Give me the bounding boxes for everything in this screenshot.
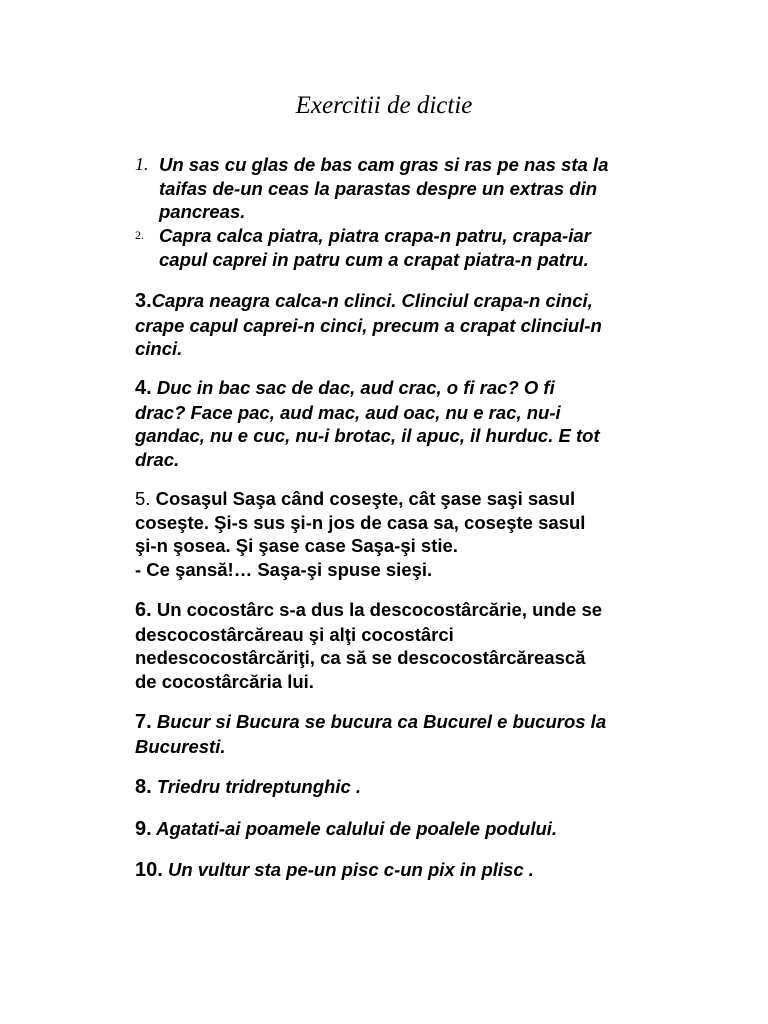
text-line: de cocostârcăria lui. — [135, 670, 314, 692]
text-line: Agatati-ai poamele calului de poalele podului. — [151, 818, 558, 839]
text-line: Bucuresti. — [135, 735, 226, 757]
paragraph-number-10: 10. — [135, 859, 163, 881]
text-line: Triedru tridreptunghic . — [151, 776, 362, 797]
list-text-1 — [159, 153, 675, 224]
list-item-1 — [135, 153, 675, 224]
paragraph-3 — [135, 289, 665, 361]
paragraph-9 — [135, 817, 665, 842]
paragraph-5 — [135, 487, 665, 581]
text-line: drac? Face pac, aud mac, aud oac, nu e rac, nu-i — [135, 401, 561, 423]
text-line: Capra calca piatra, piatra crapa-n patru, crapa-iar — [159, 225, 591, 246]
text-line: Duc in bac sac de dac, aud crac, o fi rac? O fi — [151, 377, 555, 398]
text-line: cinci. — [135, 338, 183, 359]
paragraph-number-4: 4. — [135, 377, 152, 399]
paragraph-4 — [135, 376, 665, 471]
paragraph-10 — [135, 858, 665, 883]
text-line: Capra neagra calca-n clinci. Clinciul crapa-n cinci, — [151, 290, 593, 311]
list-item-2 — [135, 224, 675, 271]
text-line: Un vultur sta pe-un pisc c-un pix in plisc . — [162, 859, 534, 880]
paragraph-number-5: 5. — [135, 488, 151, 509]
text-line: şi-n şosea. Şi şase case Saşa-şi stie. — [135, 535, 458, 556]
list-number-2: 2. — [135, 228, 144, 242]
paragraph-6 — [135, 598, 665, 693]
text-line: capul caprei in patru cum a crapat piatra-n patru. — [159, 248, 589, 270]
paragraph-number-6: 6. — [135, 599, 152, 621]
text-line: Un sas cu glas de bas cam gras si ras pe nas sta la — [159, 154, 609, 175]
text-line: gandac, nu e cuc, nu-i brotac, il apuc, il hurduc. E tot — [135, 425, 600, 446]
paragraph-number-7: 7. — [135, 711, 152, 733]
text-line: coseşte. Şi-s sus şi-n jos de casa sa, coseşte sasul — [135, 511, 586, 533]
text-line: drac. — [135, 448, 180, 470]
paragraph-8 — [135, 775, 665, 800]
text-line: taifas de-un ceas la parastas despre un extras din — [159, 177, 598, 199]
page-title: Exercitii de dictie — [295, 92, 473, 119]
text-line: Cosaşul Saşa când coseşte, cât şase saşi sasul — [150, 488, 576, 509]
text-line: Un cocostârc s-a dus la descocostârcărie, unde se — [151, 599, 603, 620]
paragraph-number-9: 9. — [135, 818, 152, 840]
text-line: Bucur si Bucura se bucura ca Bucurel e bucuros la — [151, 711, 607, 732]
paragraph-number-3: 3. — [135, 290, 152, 312]
text-line: - Ce şansă!… Saşa-şi spuse sieşi. — [135, 558, 433, 580]
paragraph-number-8: 8. — [135, 776, 152, 798]
list-number-1: 1. — [135, 154, 149, 174]
list-text-2 — [159, 224, 675, 271]
text-line: descocostârcăreau şi alţi cocostârci — [135, 623, 454, 645]
text-line: pancreas. — [159, 201, 246, 222]
text-line: crape capul caprei-n cinci, precum a crapat clinciul-n — [135, 314, 602, 336]
paragraph-7 — [135, 710, 665, 758]
text-line: nedescocostârcăriţi, ca să se descocostârcărească — [135, 647, 586, 668]
